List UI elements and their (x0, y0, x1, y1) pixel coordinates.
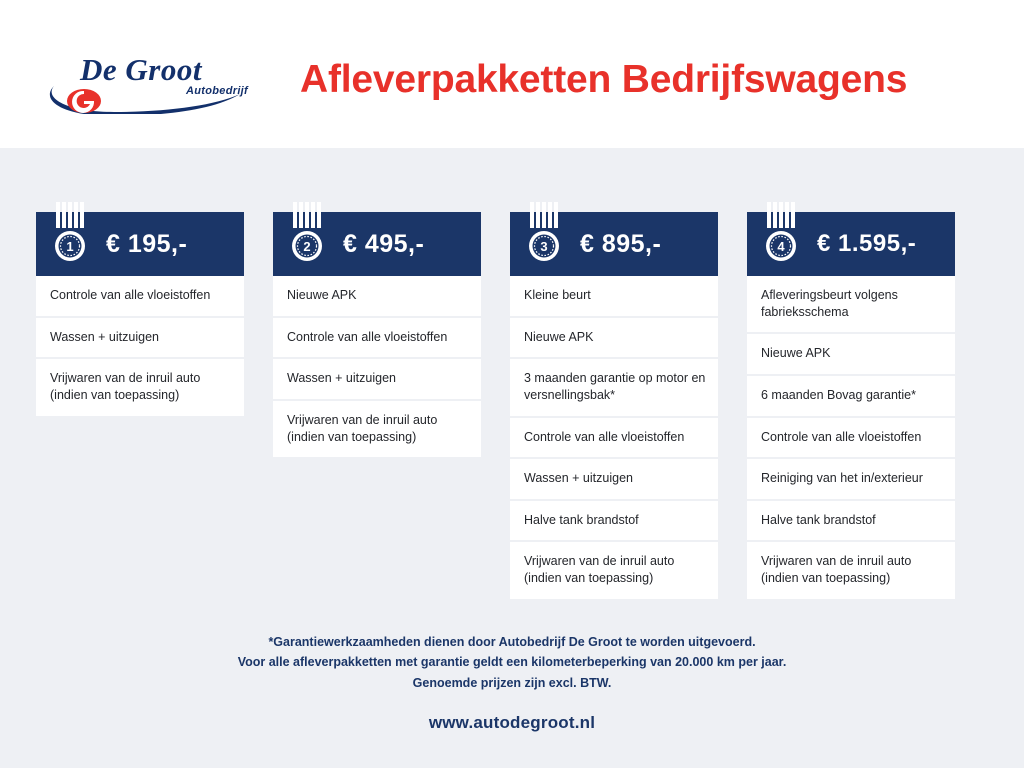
feature-item: Wassen + uitzuigen (36, 318, 244, 360)
svg-text:3: 3 (540, 239, 548, 254)
page-title: Afleverpakketten Bedrijfswagens (300, 58, 908, 101)
feature-item: Controle van alle vloeistoffen (510, 418, 718, 460)
company-logo (44, 52, 254, 118)
feature-list (510, 276, 718, 599)
package-card (273, 212, 481, 599)
package-card (36, 212, 244, 599)
feature-item: Vrijwaren van de inruil auto (indien van toepassing) (273, 401, 481, 457)
package-price: € 195,- (106, 229, 188, 258)
feature-item: Vrijwaren van de inruil auto (indien van toepassing) (510, 542, 718, 598)
medal-icon (285, 202, 331, 266)
feature-item: Wassen + uitzuigen (273, 359, 481, 401)
feature-item: Controle van alle vloeistoffen (747, 418, 955, 460)
feature-item: Kleine beurt (510, 276, 718, 318)
footer (0, 632, 1024, 733)
feature-item: Nieuwe APK (747, 334, 955, 376)
footnote-line-3: Genoemde prijzen zijn excl. BTW. (412, 675, 612, 690)
footnote-line-1: *Garantiewerkzaamheden dienen door Autobedrijf De Groot te worden uitgevoerd. (268, 635, 756, 649)
feature-item: Reiniging van het in/exterieur (747, 459, 955, 501)
header (0, 0, 1024, 148)
feature-item: Afleveringsbeurt volgens fabrieksschema (747, 276, 955, 334)
package-header (747, 212, 955, 276)
feature-item: Wassen + uitzuigen (510, 459, 718, 501)
package-header (273, 212, 481, 276)
feature-list (273, 276, 481, 457)
package-price: € 495,- (343, 229, 425, 258)
feature-item: Halve tank brandstof (510, 501, 718, 543)
logo-wordmark: De Groot (80, 52, 202, 87)
feature-item: Controle van alle vloeistoffen (273, 318, 481, 360)
feature-list (747, 276, 955, 599)
website-link[interactable]: www.autodegroot.nl (428, 712, 596, 732)
feature-item: Halve tank brandstof (747, 501, 955, 543)
content-area (0, 148, 1024, 768)
package-header (36, 212, 244, 276)
feature-item: Nieuwe APK (273, 276, 481, 318)
medal-icon (48, 202, 94, 266)
medal-icon (759, 202, 805, 266)
feature-item: Controle van alle vloeistoffen (36, 276, 244, 318)
package-card (747, 212, 955, 599)
svg-text:4: 4 (777, 239, 785, 254)
package-price: € 895,- (580, 229, 662, 258)
feature-item: Nieuwe APK (510, 318, 718, 360)
feature-item: Vrijwaren van de inruil auto (indien van toepassing) (36, 359, 244, 415)
package-price: € 1.595,- (817, 230, 917, 257)
feature-item: 3 maanden garantie op motor en versnellingsbak* (510, 359, 718, 417)
package-header (510, 212, 718, 276)
logo-subtitle: Autobedrijf (186, 85, 248, 97)
medal-icon (522, 202, 568, 266)
package-cards (0, 212, 1024, 599)
package-card (510, 212, 718, 599)
feature-item: Vrijwaren van de inruil auto (indien van toepassing) (747, 542, 955, 598)
svg-text:2: 2 (303, 239, 311, 254)
footnote-line-2: Voor alle afleverpakketten met garantie geldt een kilometerbeperking van 20.000 km per jaar. (237, 655, 787, 670)
feature-item: 6 maanden Bovag garantie* (747, 376, 955, 418)
feature-list (36, 276, 244, 416)
svg-text:1: 1 (66, 239, 74, 254)
